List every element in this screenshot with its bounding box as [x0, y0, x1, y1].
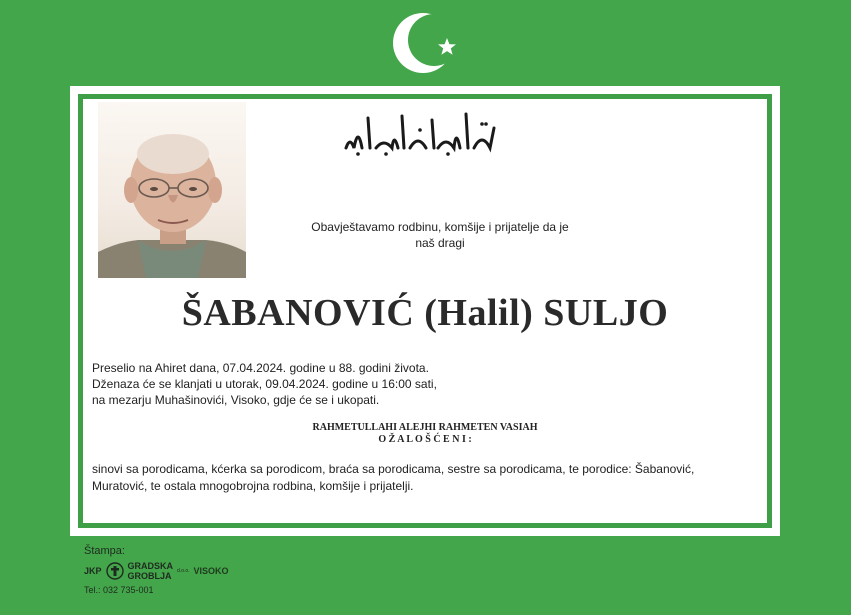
prayer-text: RAHMETULLAHI ALEJHI RAHMETEN VASIAH: [312, 422, 538, 433]
details-line-3: na mezarju Muhašinovići, Visoko, gdje će se i ukopati.: [92, 393, 380, 407]
intro-text: [290, 219, 590, 251]
intro-line-2: naš dragi: [415, 236, 465, 250]
arabic-calligraphy-icon: [340, 106, 500, 158]
funeral-details: [92, 360, 692, 408]
logo-city: VISOKO: [193, 566, 229, 576]
logo-suffix: d.o.o.: [177, 568, 190, 574]
printer-logo: [84, 561, 229, 581]
printer-label: Štampa:: [84, 545, 125, 557]
crescent-star-icon: [390, 10, 462, 76]
obituary-card: [70, 86, 780, 536]
details-line-2: Dženaza će se klanjati u utorak, 09.04.2024. godine u 16:00 sati,: [92, 377, 437, 391]
mourners-text: sinovi sa porodicama, kćerka sa porodicom, braća sa porodicama, sestre sa porodicama, te porodice: Šabanović, Muratović, te ostala mnogobrojna rodbina, komšije i prijatelji.: [92, 462, 695, 493]
intro-line-1: Obavještavamo rodbinu, komšije i prijatelje da je: [311, 220, 569, 234]
mourners-label: O Ž A L O Š Ć E N I :: [378, 434, 472, 445]
prayer-block: [70, 422, 780, 446]
cemetery-logo-icon: [106, 562, 124, 580]
printer-info: [84, 545, 229, 595]
logo-line-2: GROBLJA: [127, 571, 172, 581]
printer-phone: Tel.: 032 735-001: [84, 585, 154, 595]
details-line-1: Preselio na Ahiret dana, 07.04.2024. godine u 88. godini života.: [92, 361, 429, 375]
deceased-name: ŠABANOVIĆ (Halil) SULJO: [181, 292, 669, 334]
logo-line-1: GRADSKA: [127, 561, 174, 571]
portrait-photo: [98, 102, 246, 278]
logo-jkp: JKP: [84, 566, 102, 576]
